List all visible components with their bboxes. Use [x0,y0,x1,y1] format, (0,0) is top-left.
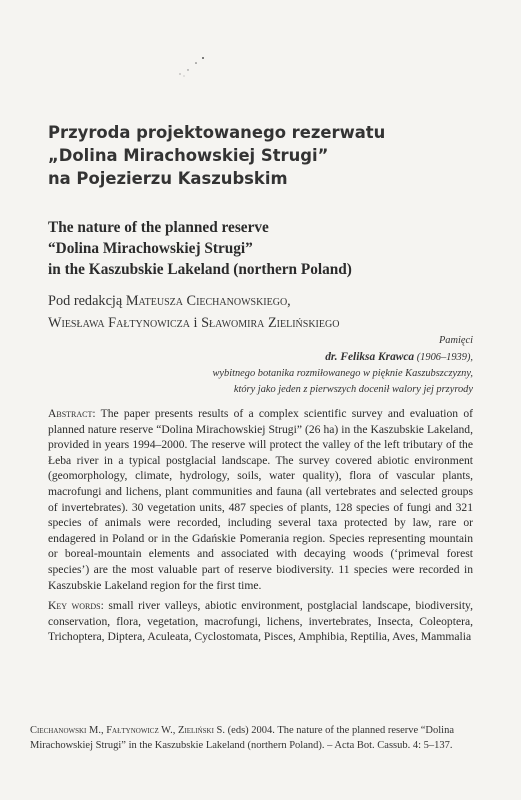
abstract-paragraph [48,406,473,593]
dedication [143,333,473,398]
dedication-name: dr. Feliksa Krawca [325,351,415,363]
title-english [48,217,488,280]
keywords-label: Key words [48,599,101,612]
citation-authors: Ciechanowski M., Fałtynowicz W., Zieliński S. [30,725,226,736]
editor-name-2: Wiesława Fałtynowicza [48,315,190,331]
title-en-line-3: in the Kaszubskie Lakeland (northern Poland) [48,261,352,278]
title-pl-line-1: Przyroda projektowanego rezerwatu [48,123,386,142]
editor-name-3: Sławomira Zielińskiego [201,315,340,331]
dedication-line-3: wybitnego botanika rozmiłowanego w pięknie Kaszubszczyzny, [212,368,473,379]
title-en-line-1: The nature of the planned reserve [48,219,269,236]
abstract-label: Abstract [48,407,93,420]
title-en-line-2: “Dolina Mirachowskiej Strugi” [48,240,253,257]
scan-specks [170,52,230,82]
title-pl-line-2: „Dolina Mirachowskiej Strugi” [48,146,329,165]
abstract-text: : The paper presents results of a complex scientific survey and evaluation of planned nature reserve “Dolina Mirachowskiej Strugi” (26 ha) in the Kaszubskie Lakeland, provided in years 1994–2000. The reserve will protect the valley of the left tributary of the Łeba river in a typical postglacial landscape. The survey covered abiotic environment (geomorphology, climate, hydrology, soils, water quality), flora of vascular plants, macrofungi and lichens, plant communities and fauna (all vertebrates and selected groups of invertebrates). 30 vegetation units, 487 species of plants, 128 species of fungi and 321 species of animals were recorded, including several taxa protected by law, rare or endagered in Poland or in the Gdańskie Pomerania region. Species representing mountain or boreal-mountain elements and associated with decaying woods (‘primeval forest species’) are the most valuable part of reserve biodiversity. 11 species were recorded in Kaszubskie Lakeland region for the first time. [48,407,473,592]
editors-conjunction: i [189,315,202,331]
keywords-text: : small river valleys, abiotic environment, postglacial landscape, biodiversity, conservation, flora, vegetation, macrofungi, lichens, invertebrates, Insecta, Coleoptera, Trichoptera, Diptera, Aculeata, Cyclostomata, Pisces, Amphibia, Reptilia, Aves, Mammalia [48,599,473,644]
keywords-paragraph [48,598,473,645]
citation-text: (eds) 2004. The nature of the planned reserve “Dolina Mirachowskiej Strugi” in the Kaszubskie Lakeland (northern Poland). – Acta Bot. Cassub. 4: 5–137. [30,725,455,751]
editor-name-1: Mateusza Ciechanowskiego, [125,293,291,309]
editors-prefix: Pod redakcją [48,293,126,309]
dedication-dates: (1906–1939), [414,352,473,363]
title-pl-line-3: na Pojezierzu Kaszubskim [48,169,288,188]
dedication-line-1: Pamięci [438,335,473,346]
title-polish [48,121,478,190]
editors-line-1 [48,290,488,312]
dedication-line-2 [143,349,473,366]
dedication-line-4: który jako jeden z pierwszych docenił walory jej przyrody [233,384,473,395]
citation [30,724,485,753]
editors-line-2 [48,312,488,334]
editors-line [48,290,488,334]
